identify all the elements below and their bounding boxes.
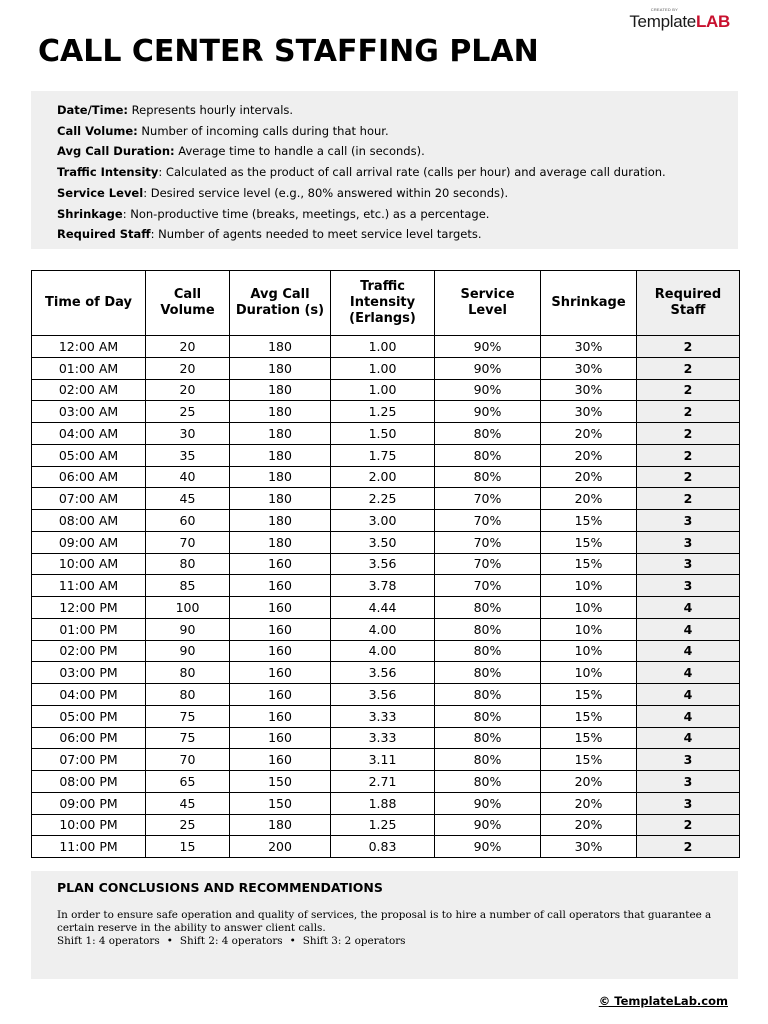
cell-time: 10:00 PM xyxy=(32,814,146,836)
cell-traffic-intensity: 3.78 xyxy=(331,575,435,597)
cell-shrinkage: 15% xyxy=(541,705,637,727)
cell-shrinkage: 20% xyxy=(541,423,637,445)
definition-desc: : Desired service level (e.g., 80% answered within 20 seconds). xyxy=(143,185,509,200)
definition-term: Date/Time: xyxy=(57,103,128,117)
page-title: CALL CENTER STAFFING PLAN xyxy=(38,34,539,69)
cell-avg-duration: 160 xyxy=(230,749,331,771)
logo-lab-text: LAB xyxy=(695,12,730,31)
cell-required-staff: 4 xyxy=(637,597,740,619)
shift-separator: • xyxy=(166,935,173,947)
cell-avg-duration: 180 xyxy=(230,401,331,423)
definition-term: Required Staff xyxy=(57,227,151,242)
cell-traffic-intensity: 1.00 xyxy=(331,357,435,379)
cell-service-level: 90% xyxy=(435,336,541,358)
cell-traffic-intensity: 1.75 xyxy=(331,444,435,466)
table-row xyxy=(32,727,740,749)
cell-service-level: 70% xyxy=(435,488,541,510)
shift-item: Shift 3: 2 operators xyxy=(302,935,406,947)
logo-created-by: CREATED BY xyxy=(650,7,678,12)
table-row xyxy=(32,379,740,401)
cell-call-volume: 20 xyxy=(146,379,230,401)
cell-traffic-intensity: 1.00 xyxy=(331,336,435,358)
cell-call-volume: 75 xyxy=(146,727,230,749)
cell-required-staff: 4 xyxy=(637,640,740,662)
cell-traffic-intensity: 1.00 xyxy=(331,379,435,401)
cell-shrinkage: 30% xyxy=(541,836,637,858)
cell-traffic-intensity: 1.25 xyxy=(331,814,435,836)
conclusions-box xyxy=(31,871,738,979)
definition-row xyxy=(57,162,738,183)
cell-required-staff: 2 xyxy=(637,401,740,423)
cell-required-staff: 2 xyxy=(637,357,740,379)
table-row xyxy=(32,597,740,619)
cell-required-staff: 3 xyxy=(637,749,740,771)
cell-time: 11:00 PM xyxy=(32,836,146,858)
cell-service-level: 70% xyxy=(435,510,541,532)
shift-item: Shift 2: 4 operators xyxy=(179,935,283,947)
cell-service-level: 80% xyxy=(435,444,541,466)
cell-shrinkage: 20% xyxy=(541,814,637,836)
cell-shrinkage: 15% xyxy=(541,553,637,575)
cell-time: 07:00 PM xyxy=(32,749,146,771)
cell-time: 12:00 AM xyxy=(32,336,146,358)
cell-call-volume: 90 xyxy=(146,640,230,662)
cell-service-level: 80% xyxy=(435,466,541,488)
header-call-volume: Call Volume xyxy=(146,271,230,336)
cell-required-staff: 2 xyxy=(637,379,740,401)
cell-time: 06:00 AM xyxy=(32,466,146,488)
cell-time: 07:00 AM xyxy=(32,488,146,510)
cell-call-volume: 40 xyxy=(146,466,230,488)
table-row xyxy=(32,488,740,510)
table-row xyxy=(32,466,740,488)
logo-wordmark xyxy=(629,12,730,31)
table-row xyxy=(32,836,740,858)
conclusions-heading: PLAN CONCLUSIONS AND RECOMMENDATIONS xyxy=(57,880,383,895)
definition-desc: Average time to handle a call (in seconds). xyxy=(174,144,425,159)
definition-term: Call Volume: xyxy=(57,123,138,138)
cell-service-level: 80% xyxy=(435,771,541,793)
definition-desc: Number of incoming calls during that hour. xyxy=(137,123,389,138)
definition-row xyxy=(57,204,738,225)
cell-required-staff: 2 xyxy=(637,444,740,466)
cell-shrinkage: 20% xyxy=(541,792,637,814)
cell-time: 01:00 AM xyxy=(32,357,146,379)
definition-row xyxy=(57,183,738,204)
cell-traffic-intensity: 3.33 xyxy=(331,727,435,749)
conclusions-body: In order to ensure safe operation and quality of services, the proposal is to hire a number of call operators that guarantee a certain reserve in the ability to answer client calls. xyxy=(57,909,712,934)
templatelab-logo xyxy=(629,8,730,31)
cell-traffic-intensity: 1.88 xyxy=(331,792,435,814)
cell-avg-duration: 180 xyxy=(230,814,331,836)
cell-traffic-intensity: 2.00 xyxy=(331,466,435,488)
cell-time: 04:00 AM xyxy=(32,423,146,445)
cell-required-staff: 3 xyxy=(637,575,740,597)
cell-required-staff: 3 xyxy=(637,531,740,553)
cell-call-volume: 35 xyxy=(146,444,230,466)
cell-avg-duration: 160 xyxy=(230,727,331,749)
cell-call-volume: 25 xyxy=(146,814,230,836)
cell-avg-duration: 200 xyxy=(230,836,331,858)
cell-time: 09:00 AM xyxy=(32,531,146,553)
table-row xyxy=(32,553,740,575)
cell-traffic-intensity: 3.00 xyxy=(331,510,435,532)
footer-link[interactable]: © TemplateLab.com xyxy=(598,994,728,1008)
cell-avg-duration: 180 xyxy=(230,466,331,488)
cell-shrinkage: 10% xyxy=(541,597,637,619)
definition-row xyxy=(57,224,738,245)
cell-service-level: 80% xyxy=(435,423,541,445)
cell-call-volume: 70 xyxy=(146,531,230,553)
cell-service-level: 80% xyxy=(435,618,541,640)
table-row xyxy=(32,336,740,358)
cell-service-level: 80% xyxy=(435,597,541,619)
cell-traffic-intensity: 3.11 xyxy=(331,749,435,771)
table-row xyxy=(32,575,740,597)
shift-separator: • xyxy=(289,935,296,947)
cell-call-volume: 100 xyxy=(146,597,230,619)
table-row xyxy=(32,510,740,532)
table-row xyxy=(32,531,740,553)
cell-traffic-intensity: 4.00 xyxy=(331,618,435,640)
header-time-of-day: Time of Day xyxy=(32,271,146,336)
cell-avg-duration: 180 xyxy=(230,531,331,553)
cell-required-staff: 3 xyxy=(637,771,740,793)
cell-required-staff: 4 xyxy=(637,662,740,684)
cell-service-level: 70% xyxy=(435,575,541,597)
cell-required-staff: 2 xyxy=(637,488,740,510)
cell-call-volume: 45 xyxy=(146,488,230,510)
cell-shrinkage: 15% xyxy=(541,727,637,749)
staffing-table xyxy=(31,270,740,858)
cell-shrinkage: 15% xyxy=(541,749,637,771)
cell-call-volume: 60 xyxy=(146,510,230,532)
definition-desc: : Calculated as the product of call arrival rate (calls per hour) and average call duration. xyxy=(158,165,666,180)
cell-required-staff: 2 xyxy=(637,814,740,836)
cell-avg-duration: 180 xyxy=(230,444,331,466)
cell-time: 05:00 AM xyxy=(32,444,146,466)
cell-avg-duration: 150 xyxy=(230,771,331,793)
cell-avg-duration: 180 xyxy=(230,423,331,445)
cell-required-staff: 3 xyxy=(637,553,740,575)
cell-service-level: 90% xyxy=(435,379,541,401)
cell-time: 06:00 PM xyxy=(32,727,146,749)
cell-avg-duration: 160 xyxy=(230,684,331,706)
cell-avg-duration: 160 xyxy=(230,640,331,662)
cell-traffic-intensity: 4.00 xyxy=(331,640,435,662)
cell-avg-duration: 160 xyxy=(230,575,331,597)
cell-call-volume: 30 xyxy=(146,423,230,445)
cell-shrinkage: 30% xyxy=(541,401,637,423)
cell-shrinkage: 10% xyxy=(541,575,637,597)
cell-traffic-intensity: 1.25 xyxy=(331,401,435,423)
definition-row xyxy=(57,121,738,142)
cell-time: 05:00 PM xyxy=(32,705,146,727)
cell-service-level: 70% xyxy=(435,531,541,553)
cell-call-volume: 80 xyxy=(146,662,230,684)
cell-service-level: 70% xyxy=(435,553,541,575)
cell-avg-duration: 160 xyxy=(230,553,331,575)
cell-required-staff: 2 xyxy=(637,423,740,445)
cell-service-level: 90% xyxy=(435,792,541,814)
cell-service-level: 80% xyxy=(435,662,541,684)
shift-item: Shift 1: 4 operators xyxy=(57,935,160,947)
cell-call-volume: 85 xyxy=(146,575,230,597)
cell-shrinkage: 20% xyxy=(541,466,637,488)
cell-call-volume: 70 xyxy=(146,749,230,771)
definition-row xyxy=(57,100,738,121)
table-row xyxy=(32,792,740,814)
cell-service-level: 80% xyxy=(435,684,541,706)
cell-time: 03:00 PM xyxy=(32,662,146,684)
shifts-summary xyxy=(57,934,738,948)
cell-call-volume: 20 xyxy=(146,357,230,379)
cell-call-volume: 20 xyxy=(146,336,230,358)
cell-time: 02:00 AM xyxy=(32,379,146,401)
cell-traffic-intensity: 3.56 xyxy=(331,553,435,575)
cell-service-level: 90% xyxy=(435,836,541,858)
header-shrinkage: Shrinkage xyxy=(541,271,637,336)
cell-required-staff: 4 xyxy=(637,618,740,640)
definition-desc: Represents hourly intervals. xyxy=(127,103,294,117)
table-row xyxy=(32,444,740,466)
cell-required-staff: 4 xyxy=(637,705,740,727)
cell-traffic-intensity: 2.25 xyxy=(331,488,435,510)
cell-call-volume: 15 xyxy=(146,836,230,858)
cell-call-volume: 80 xyxy=(146,684,230,706)
definition-desc: : Non-productive time (breaks, meetings, etc.) as a percentage. xyxy=(122,206,490,221)
cell-time: 09:00 PM xyxy=(32,792,146,814)
cell-traffic-intensity: 3.56 xyxy=(331,684,435,706)
definition-row xyxy=(57,141,738,162)
cell-shrinkage: 20% xyxy=(541,771,637,793)
cell-service-level: 80% xyxy=(435,640,541,662)
cell-required-staff: 2 xyxy=(637,466,740,488)
cell-required-staff: 2 xyxy=(637,336,740,358)
cell-shrinkage: 20% xyxy=(541,444,637,466)
cell-shrinkage: 30% xyxy=(541,336,637,358)
cell-call-volume: 45 xyxy=(146,792,230,814)
cell-required-staff: 2 xyxy=(637,836,740,858)
cell-shrinkage: 30% xyxy=(541,357,637,379)
cell-avg-duration: 160 xyxy=(230,618,331,640)
cell-traffic-intensity: 2.71 xyxy=(331,771,435,793)
table-row xyxy=(32,684,740,706)
table-row xyxy=(32,662,740,684)
cell-avg-duration: 160 xyxy=(230,597,331,619)
cell-time: 10:00 AM xyxy=(32,553,146,575)
cell-service-level: 90% xyxy=(435,401,541,423)
cell-avg-duration: 150 xyxy=(230,792,331,814)
cell-time: 04:00 PM xyxy=(32,684,146,706)
table-row xyxy=(32,640,740,662)
cell-service-level: 90% xyxy=(435,357,541,379)
header-traffic-intensity: Traffic Intensity (Erlangs) xyxy=(331,271,435,336)
table-row xyxy=(32,749,740,771)
cell-required-staff: 4 xyxy=(637,684,740,706)
table-row xyxy=(32,771,740,793)
cell-time: 11:00 AM xyxy=(32,575,146,597)
cell-shrinkage: 10% xyxy=(541,618,637,640)
cell-avg-duration: 180 xyxy=(230,357,331,379)
cell-avg-duration: 180 xyxy=(230,488,331,510)
logo-template-text: Template xyxy=(629,12,696,31)
cell-traffic-intensity: 0.83 xyxy=(331,836,435,858)
cell-shrinkage: 15% xyxy=(541,531,637,553)
table-row xyxy=(32,814,740,836)
cell-call-volume: 25 xyxy=(146,401,230,423)
cell-shrinkage: 10% xyxy=(541,640,637,662)
cell-avg-duration: 160 xyxy=(230,662,331,684)
cell-traffic-intensity: 4.44 xyxy=(331,597,435,619)
cell-call-volume: 65 xyxy=(146,771,230,793)
cell-time: 08:00 AM xyxy=(32,510,146,532)
cell-avg-duration: 160 xyxy=(230,705,331,727)
table-row xyxy=(32,423,740,445)
cell-avg-duration: 180 xyxy=(230,379,331,401)
table-row xyxy=(32,357,740,379)
cell-time: 12:00 PM xyxy=(32,597,146,619)
cell-call-volume: 80 xyxy=(146,553,230,575)
cell-call-volume: 90 xyxy=(146,618,230,640)
cell-required-staff: 4 xyxy=(637,727,740,749)
cell-time: 01:00 PM xyxy=(32,618,146,640)
cell-service-level: 80% xyxy=(435,705,541,727)
cell-time: 02:00 PM xyxy=(32,640,146,662)
cell-traffic-intensity: 3.33 xyxy=(331,705,435,727)
cell-shrinkage: 30% xyxy=(541,379,637,401)
cell-shrinkage: 20% xyxy=(541,488,637,510)
definitions-box xyxy=(31,91,738,249)
cell-service-level: 80% xyxy=(435,749,541,771)
cell-time: 08:00 PM xyxy=(32,771,146,793)
cell-shrinkage: 15% xyxy=(541,510,637,532)
definition-desc: : Number of agents needed to meet service level targets. xyxy=(150,227,482,242)
table-header-row xyxy=(32,271,740,336)
cell-traffic-intensity: 3.56 xyxy=(331,662,435,684)
cell-time: 03:00 AM xyxy=(32,401,146,423)
cell-shrinkage: 10% xyxy=(541,662,637,684)
cell-required-staff: 3 xyxy=(637,510,740,532)
cell-traffic-intensity: 3.50 xyxy=(331,531,435,553)
table-row xyxy=(32,705,740,727)
cell-avg-duration: 180 xyxy=(230,510,331,532)
cell-call-volume: 75 xyxy=(146,705,230,727)
definition-term: Avg Call Duration: xyxy=(57,144,175,159)
cell-service-level: 80% xyxy=(435,727,541,749)
cell-shrinkage: 15% xyxy=(541,684,637,706)
cell-service-level: 90% xyxy=(435,814,541,836)
cell-required-staff: 3 xyxy=(637,792,740,814)
header-required-staff: Required Staff xyxy=(637,271,740,336)
table-row xyxy=(32,618,740,640)
cell-traffic-intensity: 1.50 xyxy=(331,423,435,445)
definition-term: Traffic Intensity xyxy=(57,165,159,180)
definition-term: Shrinkage xyxy=(57,206,123,221)
header-service-level: Service Level xyxy=(435,271,541,336)
definition-term: Service Level xyxy=(57,185,144,200)
cell-avg-duration: 180 xyxy=(230,336,331,358)
table-row xyxy=(32,401,740,423)
header-avg-call-duration: Avg Call Duration (s) xyxy=(230,271,331,336)
